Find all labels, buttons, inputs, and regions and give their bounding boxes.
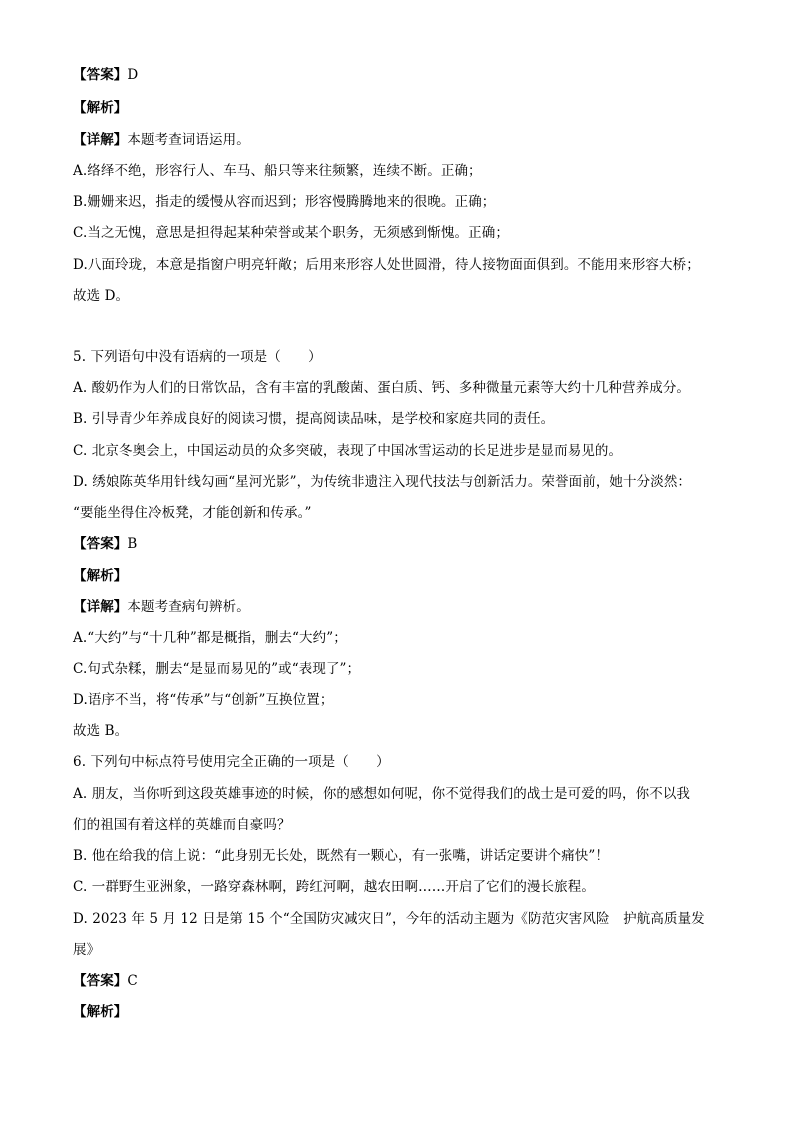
question-stem: 5. 下列语句中没有语病的一项是（ ） <box>73 349 322 365</box>
option-d: D. 2023 年 5 月 12 日是第 15 个“全国防灾减灾日”，今年的活动主题为《防范灾害风险 护航高质量发 <box>73 911 705 927</box>
option-d-continued: 展》 <box>73 942 101 958</box>
analysis-label: 【解析】 <box>73 568 128 584</box>
answer-value: D <box>127 67 139 83</box>
option-d: D. 绣娘陈英华用针线勾画“星河光影”，为传统非遗注入现代技法与创新活力。荣誉面前，她十分淡然： <box>73 474 692 490</box>
detail-line <box>73 130 723 150</box>
detail-label: 【详解】 <box>73 599 128 615</box>
detail-line <box>73 597 723 617</box>
option-c: C. 一群野生亚洲象，一路穿森林啊，跨红河啊，越农田啊……开启了它们的漫长旅程。 <box>73 879 595 895</box>
answer-label: 【答案】 <box>73 67 128 83</box>
option-c: C. 北京冬奥会上，中国运动员的众多突破，表现了中国冰雪运动的长足进步是显而易见的。 <box>73 443 623 459</box>
explanation-line: A.“大约”与“十几种”都是概指，删去“大约”； <box>73 630 347 646</box>
detail-text: 本题考查词语运用。 <box>127 132 250 148</box>
option-b: B. 他在给我的信上说：“此身别无长处，既然有一颗心，有一张嘴，讲话定要讲个痛快”！ <box>73 848 610 864</box>
option-a-continued: 们的祖国有着这样的英雄而自豪吗？ <box>73 817 291 833</box>
option-b: B. 引导青少年养成良好的阅读习惯，提高阅读品味，是学校和家庭共同的责任。 <box>73 411 555 427</box>
explanation-line: C.当之无愧，意思是担得起某种荣誉或某个职务，无须感到惭愧。正确； <box>73 225 509 241</box>
analysis-label: 【解析】 <box>73 1004 128 1020</box>
answer-value: C <box>127 973 138 989</box>
explanation-line: A.络绎不绝，形容行人、车马、船只等来往频繁，连续不断。正确； <box>73 163 482 179</box>
explanation-line: D.语序不当，将“传承”与“创新”互换位置； <box>73 692 334 708</box>
option-a: A. 酸奶作为人们的日常饮品，含有丰富的乳酸菌、蛋白质、钙、多种微量元素等大约十几种营养成分。 <box>73 380 691 396</box>
answer-line <box>73 534 723 554</box>
explanation-line: C.句式杂糅，删去“是显而易见的”或“表现了”； <box>73 661 361 677</box>
option-a: A. 朋友，当你听到这段英雄事迹的时候，你的感想如何呢，你不觉得我们的战士是可爱的吗，你不以我 <box>73 786 691 802</box>
detail-text: 本题考查病句辨析。 <box>127 599 250 615</box>
analysis-label: 【解析】 <box>73 100 128 116</box>
answer-label: 【答案】 <box>73 973 128 989</box>
answer-line <box>73 971 723 991</box>
option-d-continued: “要能坐得住冷板凳，才能创新和传承。” <box>73 505 312 521</box>
conclusion-line: 故选 B。 <box>73 723 129 739</box>
explanation-line: B.姗姗来迟，指走的缓慢从容而迟到；形容慢腾腾地来的很晚。正确； <box>73 194 496 210</box>
answer-line <box>73 65 723 85</box>
answer-value: B <box>127 536 138 552</box>
question-stem: 6. 下列句中标点符号使用完全正确的一项是（ ） <box>73 754 390 770</box>
answer-label: 【答案】 <box>73 536 128 552</box>
detail-label: 【详解】 <box>73 132 128 148</box>
explanation-line: D.八面玲珑，本意是指窗户明亮轩敞；后用来形容人处世圆滑，待人接物面面俱到。不能用来形容大桥； <box>73 257 700 273</box>
conclusion-line: 故选 D。 <box>73 288 130 304</box>
